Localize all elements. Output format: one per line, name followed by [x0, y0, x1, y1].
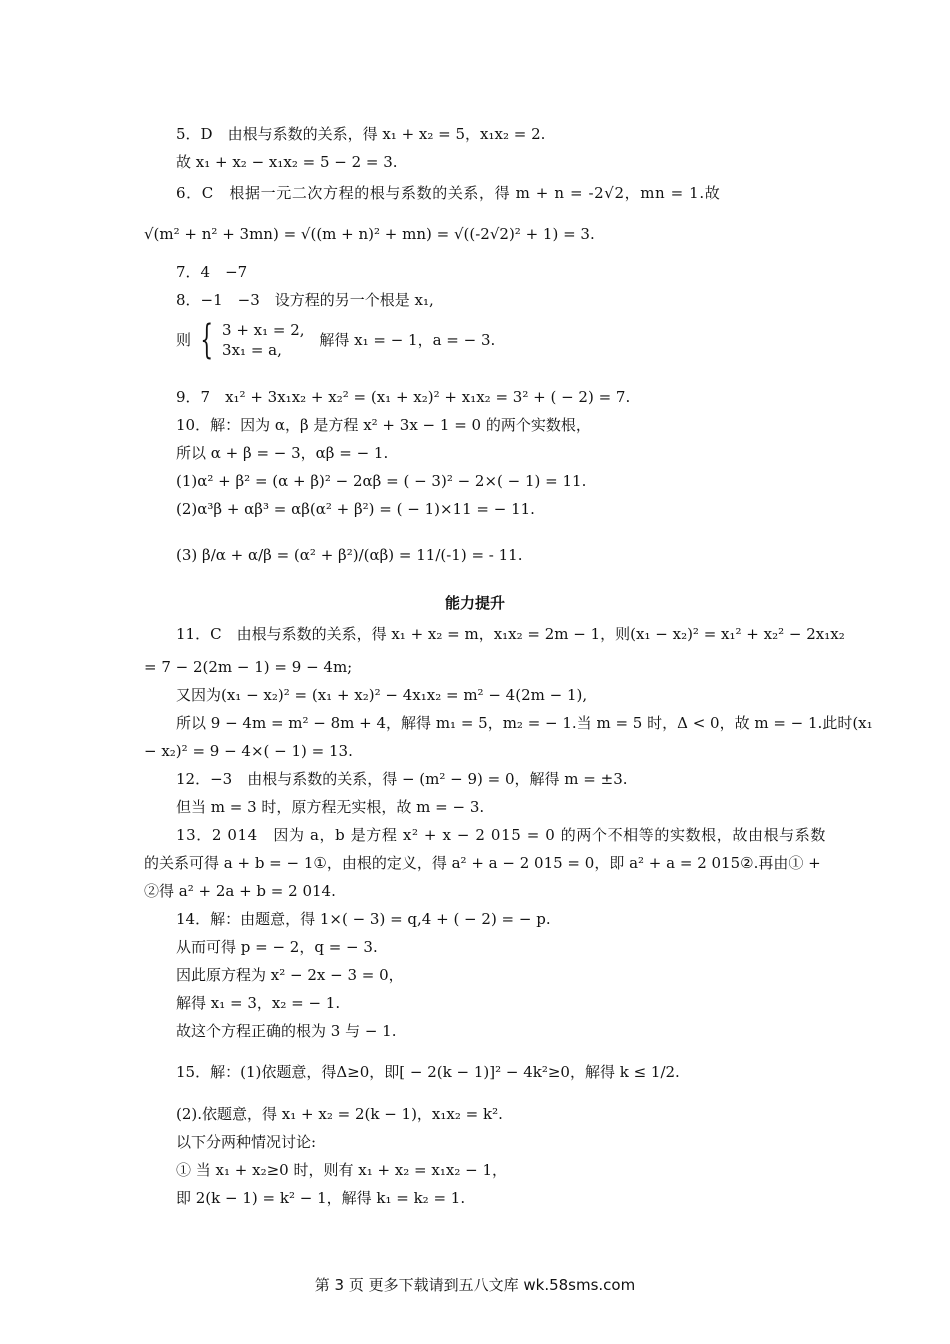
answer-9: 9．7 x₁² + 3x₁x₂ + x₂² = (x₁ + x₂)² + x₁x₂ = 3² + ( − 2) = 7. [176, 388, 631, 406]
system-equation-1: 3 + x₁ = 2, [222, 321, 305, 339]
answer-8-prefix: 则 [176, 331, 192, 349]
section-heading: 能力提升 [444, 594, 505, 612]
answer-12-line-2: 但当 m = 3 时，原方程无实根，故 m = − 3. [176, 798, 485, 816]
answer-5-line-2: 故 x₁ + x₂ − x₁x₂ = 5 − 2 = 3. [176, 153, 398, 171]
answer-13-line-1: 13．2 014 因为 a，b 是方程 x² + x − 2 015 = 0 的两个不相等的实数根，故由根与系数 [176, 826, 826, 844]
answer-14-line-3: 因此原方程为 x² − 2x − 3 = 0， [176, 966, 404, 984]
answer-10-line-1: 10．解：因为 α，β 是方程 x² + 3x − 1 = 0 的两个实数根， [176, 416, 591, 434]
answer-14-line-2: 从而可得 p = − 2，q = − 3. [176, 938, 378, 956]
answer-10-part-3: (3) β/α + α/β = (α² + β²)/(αβ) = 11/(-1) = - 11. [176, 546, 523, 564]
answer-14-line-4: 解得 x₁ = 3，x₂ = − 1. [176, 994, 341, 1012]
answer-14-line-5: 故这个方程正确的根为 3 与 − 1. [176, 1022, 397, 1040]
brace-icon: { [200, 317, 213, 363]
answer-15-line-1: 15．解：(1)依题意，得Δ≥0，即[ − 2(k − 1)]² − 4k²≥0，解得 k ≤ 1/2. [176, 1063, 680, 1081]
answer-14-line-1: 14．解：由题意，得 1×( − 3) = q,4 + ( − 2) = − p. [176, 910, 551, 928]
answer-11-line-3: 又因为(x₁ − x₂)² = (x₁ + x₂)² − 4x₁x₂ = m² − 4(2m − 1), [176, 686, 588, 704]
system-equation-2: 3x₁ = a, [222, 341, 282, 359]
answer-15-line-2: (2).依题意，得 x₁ + x₂ = 2(k − 1)，x₁x₂ = k². [176, 1105, 503, 1123]
answer-8-system [176, 317, 496, 374]
answer-10-part-1: (1)α² + β² = (α + β)² − 2αβ = ( − 3)² − 2×( − 1) = 11. [176, 472, 587, 490]
page-footer: 第 3 页 更多下载请到五八文库 wk.58sms.com [314, 1276, 636, 1294]
answer-11-line-4: 所以 9 − 4m = m² − 8m + 4，解得 m₁ = 5，m₂ = − 1.当 m = 5 时，Δ < 0，故 m = − 1.此时(x₁ [176, 714, 873, 732]
answer-11-line-1: 11．C 由根与系数的关系，得 x₁ + x₂ = m，x₁x₂ = 2m − 1，则(x₁ − x₂)² = x₁² + x₂² − 2x₁x₂ [176, 625, 845, 643]
answer-13-line-2: 的关系可得 a + b = − 1①，由根的定义，得 a² + a − 2 015 = 0，即 a² + a = 2 015②.再由① + [144, 854, 821, 872]
answer-6-line-1: 6．C 根据一元二次方程的根与系数的关系，得 m + n = -2√2，mn = 1.故 [176, 184, 721, 202]
answer-5-line-1: 5．D 由根与系数的关系，得 x₁ + x₂ = 5，x₁x₂ = 2. [176, 125, 546, 143]
answer-11-line-2: = 7 − 2(2m − 1) = 9 − 4m; [144, 658, 353, 676]
answer-13-line-3: ②得 a² + 2a + b = 2 014. [144, 882, 336, 900]
answer-7: 7．4 −7 [176, 263, 248, 281]
answer-8-solution: 解得 x₁ = − 1，a = − 3. [319, 331, 496, 349]
equation-system [222, 320, 305, 360]
answer-6-formula: √(m² + n² + 3mn) = √((m + n)² + mn) = √((-2√2)² + 1) = 3. [144, 225, 595, 243]
answer-15-line-3: 以下分两种情况讨论: [176, 1133, 317, 1151]
answer-11-line-5: − x₂)² = 9 − 4×( − 1) = 13. [144, 742, 353, 760]
answer-10-part-2: (2)α³β + αβ³ = αβ(α² + β²) = ( − 1)×11 = − 11. [176, 500, 535, 518]
answer-15-line-5: 即 2(k − 1) = k² − 1，解得 k₁ = k₂ = 1. [176, 1189, 466, 1207]
answer-10-line-2: 所以 α + β = − 3，αβ = − 1. [176, 444, 389, 462]
answer-12-line-1: 12．−3 由根与系数的关系，得 − (m² − 9) = 0，解得 m = ±3. [176, 770, 628, 788]
answer-8-line-1: 8．−1 −3 设方程的另一个根是 x₁, [176, 291, 434, 309]
answer-15-line-4: ① 当 x₁ + x₂≥0 时，则有 x₁ + x₂ = x₁x₂ − 1， [176, 1161, 507, 1179]
